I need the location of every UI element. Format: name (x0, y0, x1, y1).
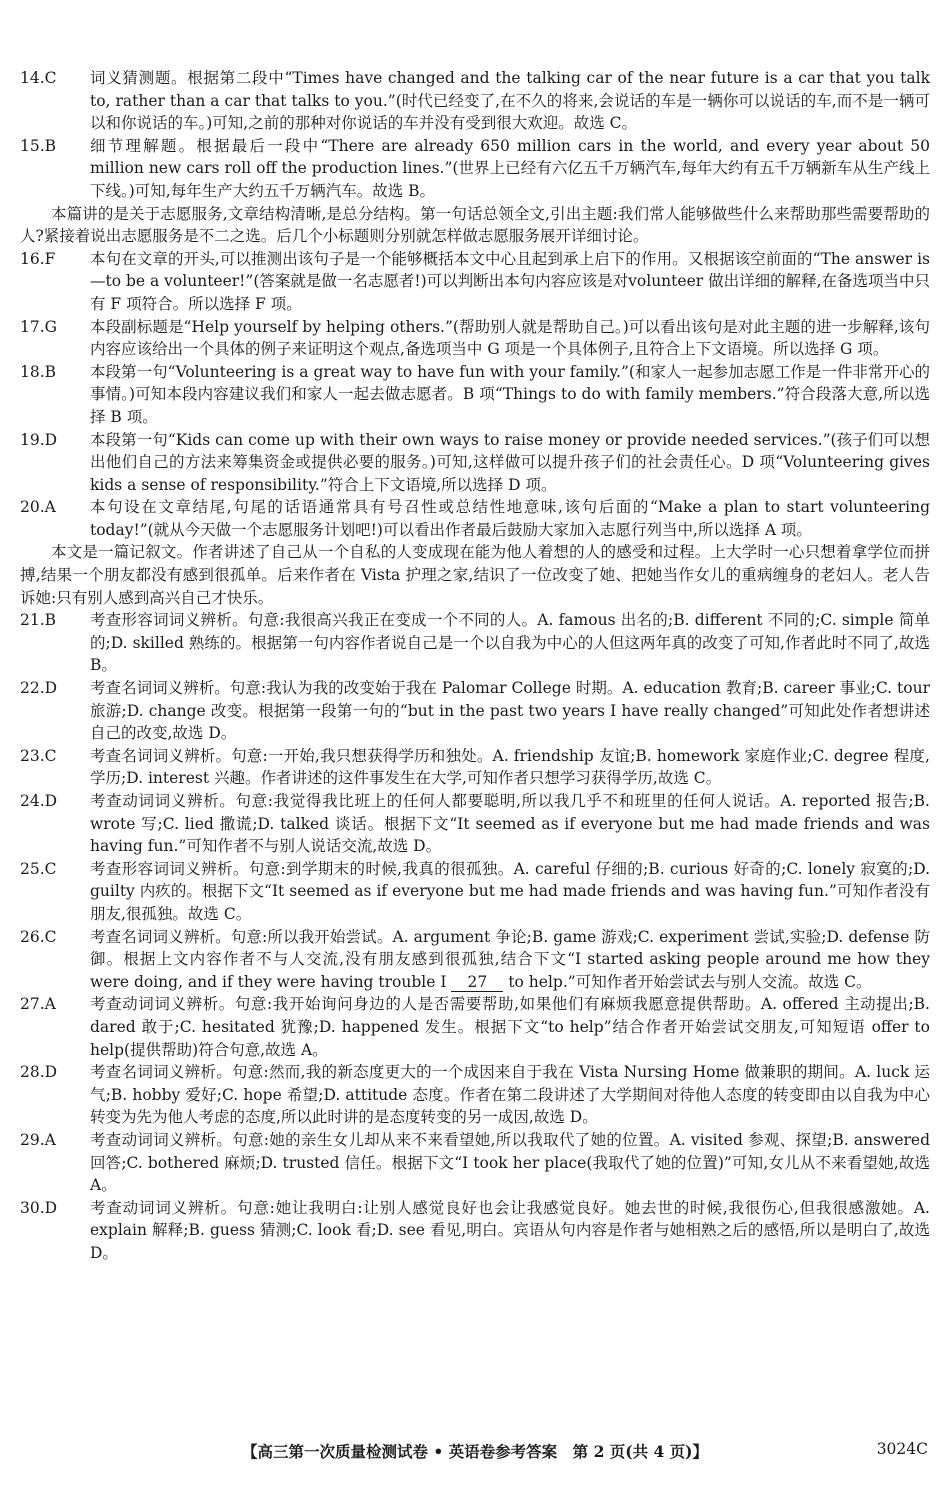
passage-summary: 本篇讲的是关于志愿服务,文章结构清晰,是总分结构。第一句话总领全文,引出主题:我们常人能够做些什么来帮助那些需要帮助的人?紧接着说出志愿服务是不二之选。后几个小标题则分别就怎样做志愿服务展开详细讨论。 (20, 204, 930, 246)
answer-item (20, 429, 930, 497)
footer-title: 【高三第一次质量检测试卷 • 英语卷参考答案 第 2 页(共 4 页)】 (241, 1442, 709, 1461)
answer-explanation: 考查动词词义辨析。句意:她的亲生女儿却从来不来看望她,所以我取代了她的位置。A. visited 参观、探望;B. answered 回答;C. bothered 麻烦;D. trusted 信任。根据下文“I took her place(我取代了她的位置)”可知,女儿从不来看望她,故选 A。 (90, 1130, 930, 1195)
question-number: 17.G (20, 317, 58, 336)
answer-item (20, 858, 930, 926)
question-number: 26.C (20, 927, 57, 946)
answer-explanation: 细节理解题。根据最后一段中“There are already 650 million cars in the world, and every year about 50 million new cars roll off the production lines.”(世界上已经有六亿五千万辆汽车,每年大约有五千万辆新车从生产线上下线。)可知,每年生产大约五千万辆汽车。故选 B。 (90, 136, 930, 200)
question-number: 18.B (20, 362, 57, 381)
answer-explanation: 本句设在文章结尾,句尾的话语通常具有号召性或总结性地意味,该句后面的“Make a plan to start volunteering today!”(就从今天做一个志愿服务计划吧!)可以看出作者最后鼓励大家加入志愿行列当中,所以选择 A 项。 (90, 498, 930, 539)
answer-explanation (90, 926, 930, 994)
paper-code: 3024C (876, 1440, 928, 1458)
explanation-text: 考查名词词义辨析。句意:所以我开始尝试。A. argument 争论;B. game 游戏;C. experiment 尝试,实验;D. defense 防御。根据上文内容作者不与人交流,没有朋友感到很孤独,结合下文“I started asking people around me how they were doing, and if they were having trouble I (90, 927, 930, 991)
question-number: 23.C (20, 746, 57, 765)
answer-item (20, 1197, 930, 1265)
question-number: 30.D (20, 1198, 58, 1217)
answer-item (20, 1129, 930, 1197)
answer-item (20, 361, 930, 429)
question-number: 29.A (20, 1130, 56, 1149)
answer-item (20, 135, 930, 203)
answer-explanation: 本段第一句“Kids can come up with their own ways to raise money or provide needed services.”(孩子们可以想出他们自己的方法来筹集资金或提供必要的服务。)可知,这样做可以提升孩子们的社会责任心。D 项“Volunteering gives kids a sense of responsibility.”符合上下文语境,所以选择 D 项。 (90, 430, 930, 494)
answer-explanation: 考查名词词义辨析。句意:然而,我的新态度更大的一个成因来自于我在 Vista Nursing Home 做兼职的期间。A. luck 运气;B. hobby 爱好;C. hope 希望;D. attitude 态度。作者在第二段讲述了大学期间对待他人态度的转变即由以自我为中心转变为先为他人考虑的态度,所以此时讲的是态度转变的另一成因,故选 D。 (90, 1063, 930, 1127)
answer-explanation: 考查形容词词义辨析。句意:我很高兴我正在变成一个不同的人。A. famous 出名的;B. different 不同的;C. simple 简单的;D. skilled 熟练的。根据第一句内容作者说自己是一个以自我为中心的人但这两年真的改变了可知,作者此时不同了,故选 B。 (90, 611, 930, 675)
answer-item (20, 677, 930, 745)
answer-explanation: 考查名词词义辨析。句意:一开始,我只想获得学历和独处。A. friendship 友谊;B. homework 家庭作业;C. degree 程度,学历;D. interest 兴趣。作者讲述的这件事发生在大学,可知作者只想学习获得学历,故选 C。 (90, 746, 930, 788)
answer-item (20, 926, 930, 994)
answer-explanation: 考查名词词义辨析。句意:我认为我的改变始于我在 Palomar College 时期。A. education 教育;B. career 事业;C. tour 旅游;D. change 改变。根据第一段第一句的“but in the past two years I have really changed”可知此处作者想讲述自己的改变,故选 D。 (90, 679, 930, 743)
answer-item (20, 609, 930, 677)
question-number: 22.D (20, 679, 58, 698)
answer-item (20, 993, 930, 1061)
question-number: 25.C (20, 859, 57, 878)
question-number: 28.D (20, 1063, 58, 1082)
answer-explanation: 本段副标题是“Help yourself by helping others.”(帮助别人就是帮助自己。)可以看出该句是对此主题的进一步解释,该句内容应该给出一个具体的例子来证明这个观点,备选项当中 G 项是一个具体例子,且符合上下文语境。所以选择 G 项。 (90, 317, 930, 359)
question-number: 19.D (20, 430, 58, 449)
answer-item (20, 248, 930, 316)
answer-explanation: 考查形容词词义辨析。句意:到学期末的时候,我真的很孤独。A. careful 仔细的;B. curious 好奇的;C. lonely 寂寞的;D. guilty 内疚的。根据下文“It seemed as if everyone but me had made friends and was having fun.”可知作者没有朋友,很孤独。故选 C。 (90, 859, 930, 923)
answer-explanation: 考查动词词义辨析。句意:我觉得我比班上的任何人都要聪明,所以我几乎不和班里的任何人说话。A. reported 报告;B. wrote 写;C. lied 撒谎;D. talked 谈话。根据下文“It seemed as if everyone but me had made friends and was having fun.”可知作者不与别人说话交流,故选 D。 (90, 792, 930, 856)
answer-item (20, 745, 930, 790)
answer-item (20, 316, 930, 361)
answer-explanation: 词义猜测题。根据第二段中“Times have changed and the talking car of the near future is a car that you talk to, rather than a car that talks to you.”(时代已经变了,在不久的将来,会说话的车是一辆你可以说话的车,而不是一辆可以和你说话的车。)可知,之前的那种对你说话的车并没有受到很大欢迎。故选 C。 (90, 69, 930, 133)
answer-item (20, 496, 930, 541)
answer-item (20, 1061, 930, 1129)
passage-summary: 本文是一篇记叙文。作者讲述了自己从一个自私的人变成现在能为他人着想的人的感受和过程。上大学时一心只想着拿学位而拼搏,结果一个朋友都没有感到很孤单。后来作者在 Vista 护理之家,结识了一位改变了她、把她当作女儿的重病缠身的老妇人。老人告诉她:只有别人感到高兴自己才快乐。 (20, 543, 930, 607)
question-number: 21.B (20, 611, 57, 630)
answer-explanation: 本句在文章的开头,可以推测出该句子是一个能够概括本文中心且起到承上启下的作用。又根据该空前面的“The answer is—to be a volunteer!”(答案就是做一名志愿者!)可以判断出本句内容应该是对volunteer 做出详细的解释,在备选项当中只有 F 项符合。所以选择 F 项。 (90, 249, 930, 313)
question-number: 15.B (20, 136, 57, 155)
question-number: 24.D (20, 792, 58, 810)
question-number: 16.F (20, 249, 56, 268)
answer-explanation: 本段第一句“Volunteering is a great way to have fun with your family.”(和家人一起参加志愿工作是一件非常开心的事情。)可知本段内容建议我们和家人一起去做志愿者。B 项“Things to do with family members.”符合段落大意,所以选择 B 项。 (90, 362, 930, 426)
question-number: 20.A (20, 498, 56, 517)
blank-number: 27 (451, 973, 503, 992)
answer-explanation: 考查动词词义辨析。句意:我开始询问身边的人是否需要帮助,如果他们有麻烦我愿意提供帮助。A. offered 主动提出;B. dared 敢于;C. hesitated 犹豫;D. happened 发生。根据下文“to help”结合作者开始尝试交朋友,可知短语 offer to help(提供帮助)符合句意,故选 A。 (90, 995, 930, 1059)
answer-item (20, 67, 930, 135)
explanation-text: to help.”可知作者开始尝试去与别人交流。故选 C。 (503, 972, 872, 991)
answer-explanation: 考查动词词义辨析。句意:她让我明白:让别人感觉良好也会让我感觉良好。她去世的时候,我很伤心,但我很感激她。A. explain 解释;B. guess 猜测;C. look 看;D. see 看见,明白。宾语从句内容是作者与她相熟之后的感悟,所以是明白了,故选 D。 (90, 1198, 930, 1262)
page-footer (0, 1440, 950, 1468)
question-number: 27.A (20, 995, 56, 1014)
answer-content (20, 67, 930, 1264)
answer-item (20, 790, 930, 858)
question-number: 14.C (20, 69, 57, 87)
